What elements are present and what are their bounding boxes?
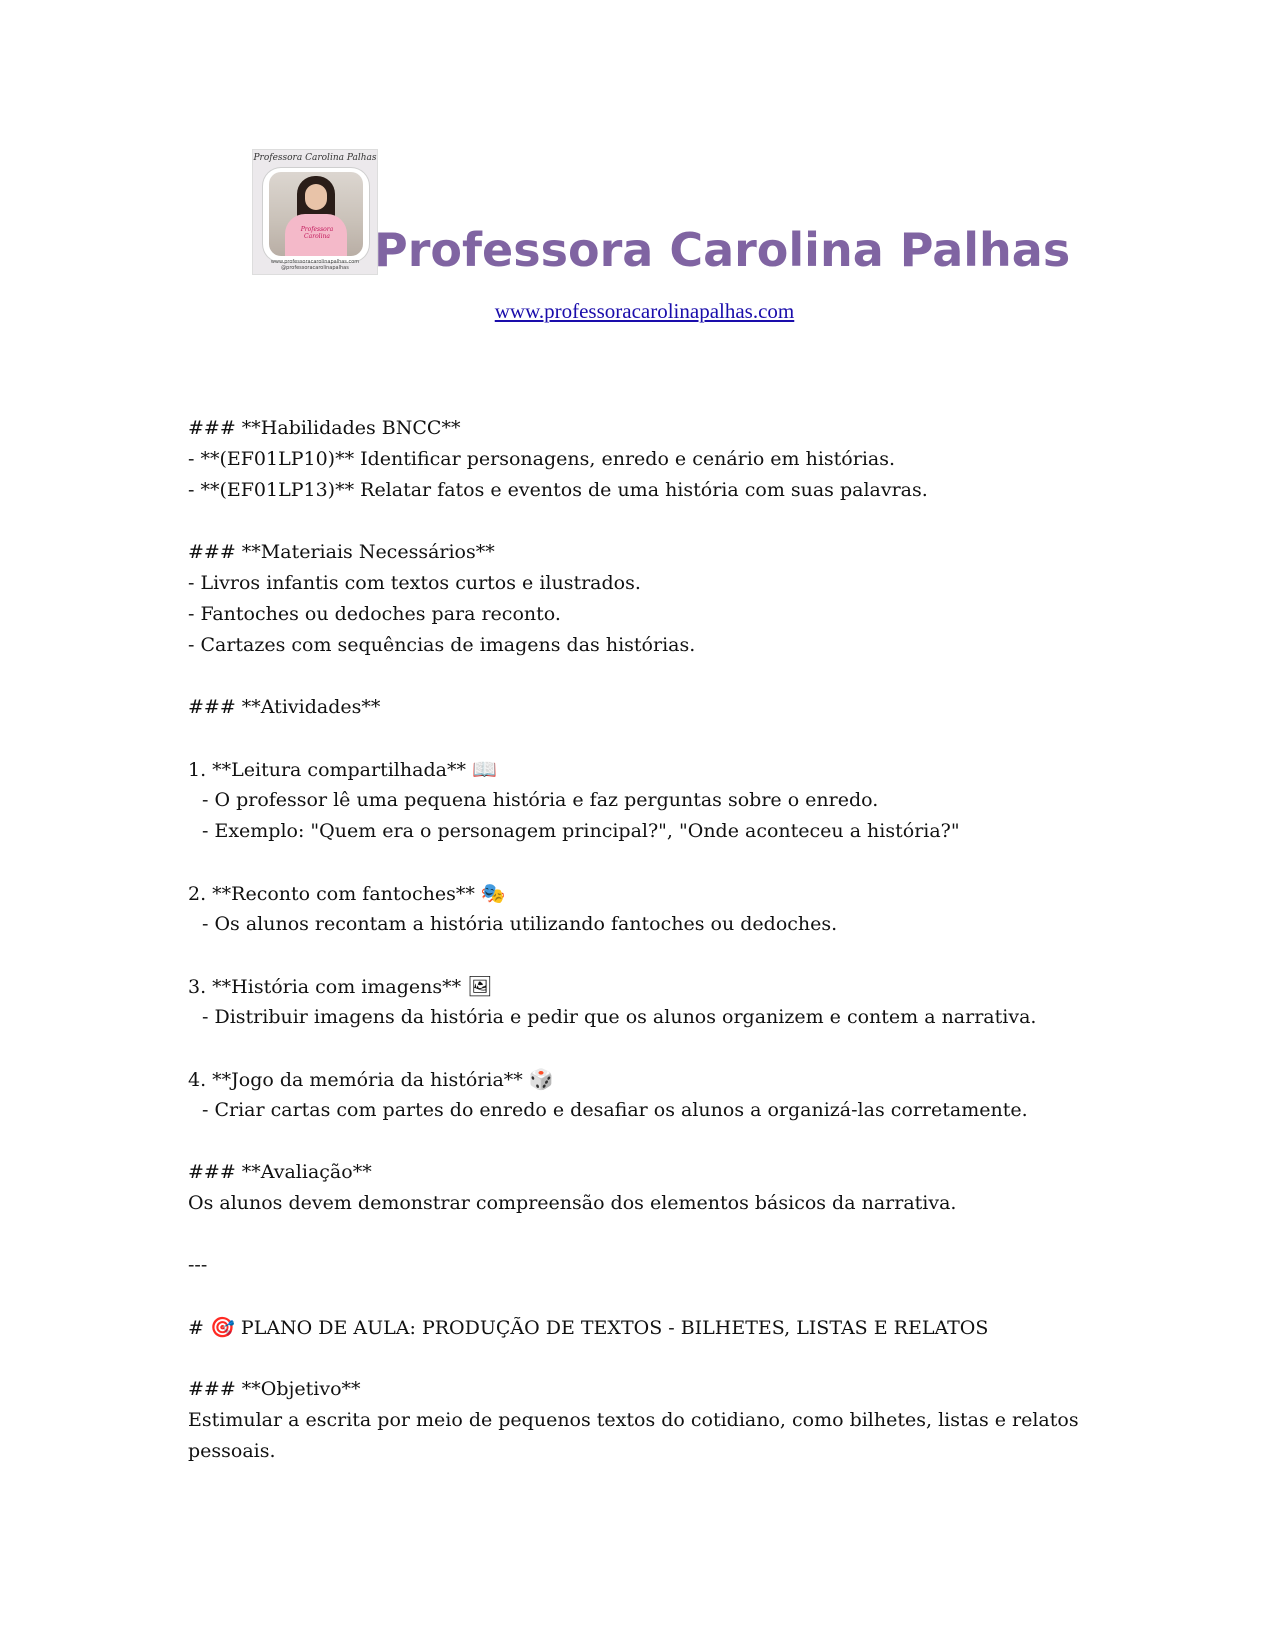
objetivo-heading: ### **Objetivo** <box>188 1378 361 1400</box>
material-item: - Livros infantis com textos curtos e ilustrados. <box>188 572 641 594</box>
activity-title <box>188 971 1088 1002</box>
habilidade-item: - **(EF01LP13)** Relatar fatos e eventos de uma história com suas palavras. <box>188 479 928 501</box>
game-die-icon: 🎲 <box>528 1067 554 1091</box>
activity-title-text: 3. **História com imagens** <box>188 976 462 998</box>
activity-line: - Os alunos recontam a história utilizando fantoches ou dedoches. <box>202 913 838 935</box>
activity-title-text: 1. **Leitura compartilhada** <box>188 759 466 781</box>
avaliacao-text: Os alunos devem demonstrar compreensão dos elementos básicos da narrativa. <box>188 1192 957 1214</box>
logo-footer-url: www.professoracarolinapalhas.com <box>270 259 360 265</box>
open-book-icon: 📖 <box>472 757 497 781</box>
direct-hit-target-icon: 🎯 <box>209 1315 235 1339</box>
logo-shirt-text: Professora Carolina <box>300 226 334 240</box>
activity-title-text: 2. **Reconto com fantoches** <box>188 883 475 905</box>
habilidades-heading: ### **Habilidades BNCC** <box>188 417 461 439</box>
activity-line: - Criar cartas com partes do enredo e desafiar os alunos a organizá-las corretamente. <box>202 1099 1028 1121</box>
material-item: - Cartazes com sequências de imagens das histórias. <box>188 634 696 656</box>
atividades-heading: ### **Atividades** <box>188 696 381 718</box>
activity-title <box>188 878 1088 909</box>
activity-title <box>188 754 1088 785</box>
brand-logo <box>252 149 378 275</box>
brand-title: Professora Carolina Palhas <box>374 223 1071 277</box>
website-link-row <box>0 298 1275 324</box>
framed-picture-icon: 🖼 <box>467 974 493 998</box>
plano-title <box>188 1312 1088 1343</box>
materiais-heading: ### **Materiais Necessários** <box>188 541 495 563</box>
divider: --- <box>188 1254 208 1276</box>
activity-title-text: 4. **Jogo da memória da história** <box>188 1069 523 1091</box>
material-item: - Fantoches ou dedoches para reconto. <box>188 603 561 625</box>
activity-line: - Distribuir imagens da história e pedir que os alunos organizem e contem a narrativa. <box>202 1006 1037 1028</box>
theater-masks-icon: 🎭 <box>480 881 506 905</box>
document-body <box>188 413 1088 1467</box>
avaliacao-heading: ### **Avaliação** <box>188 1161 372 1183</box>
logo-script-text: Professora Carolina Palhas <box>253 153 377 163</box>
logo-photo-frame <box>263 168 369 262</box>
habilidade-item: - **(EF01LP10)** Identificar personagens, enredo e cenário em histórias. <box>188 448 896 470</box>
activity-title <box>188 1064 1088 1095</box>
activity-line: - O professor lê uma pequena história e faz perguntas sobre o enredo. <box>202 789 879 811</box>
plano-title-text: PLANO DE AULA: PRODUÇÃO DE TEXTOS - BILHETES, LISTAS E RELATOS <box>240 1317 989 1339</box>
logo-footer-handle: @professoracarolinapalhas <box>281 265 349 271</box>
activity-line: - Exemplo: "Quem era o personagem principal?", "Onde aconteceu a história?" <box>202 820 960 842</box>
plano-prefix: # <box>188 1317 204 1339</box>
website-link[interactable]: www.professoracarolinapalhas.com <box>494 299 795 323</box>
objetivo-text: Estimular a escrita por meio de pequenos textos do cotidiano, como bilhetes, listas e relatos pessoais. <box>188 1409 1079 1462</box>
logo-footer <box>253 259 377 271</box>
logo-portrait-face <box>305 184 327 210</box>
